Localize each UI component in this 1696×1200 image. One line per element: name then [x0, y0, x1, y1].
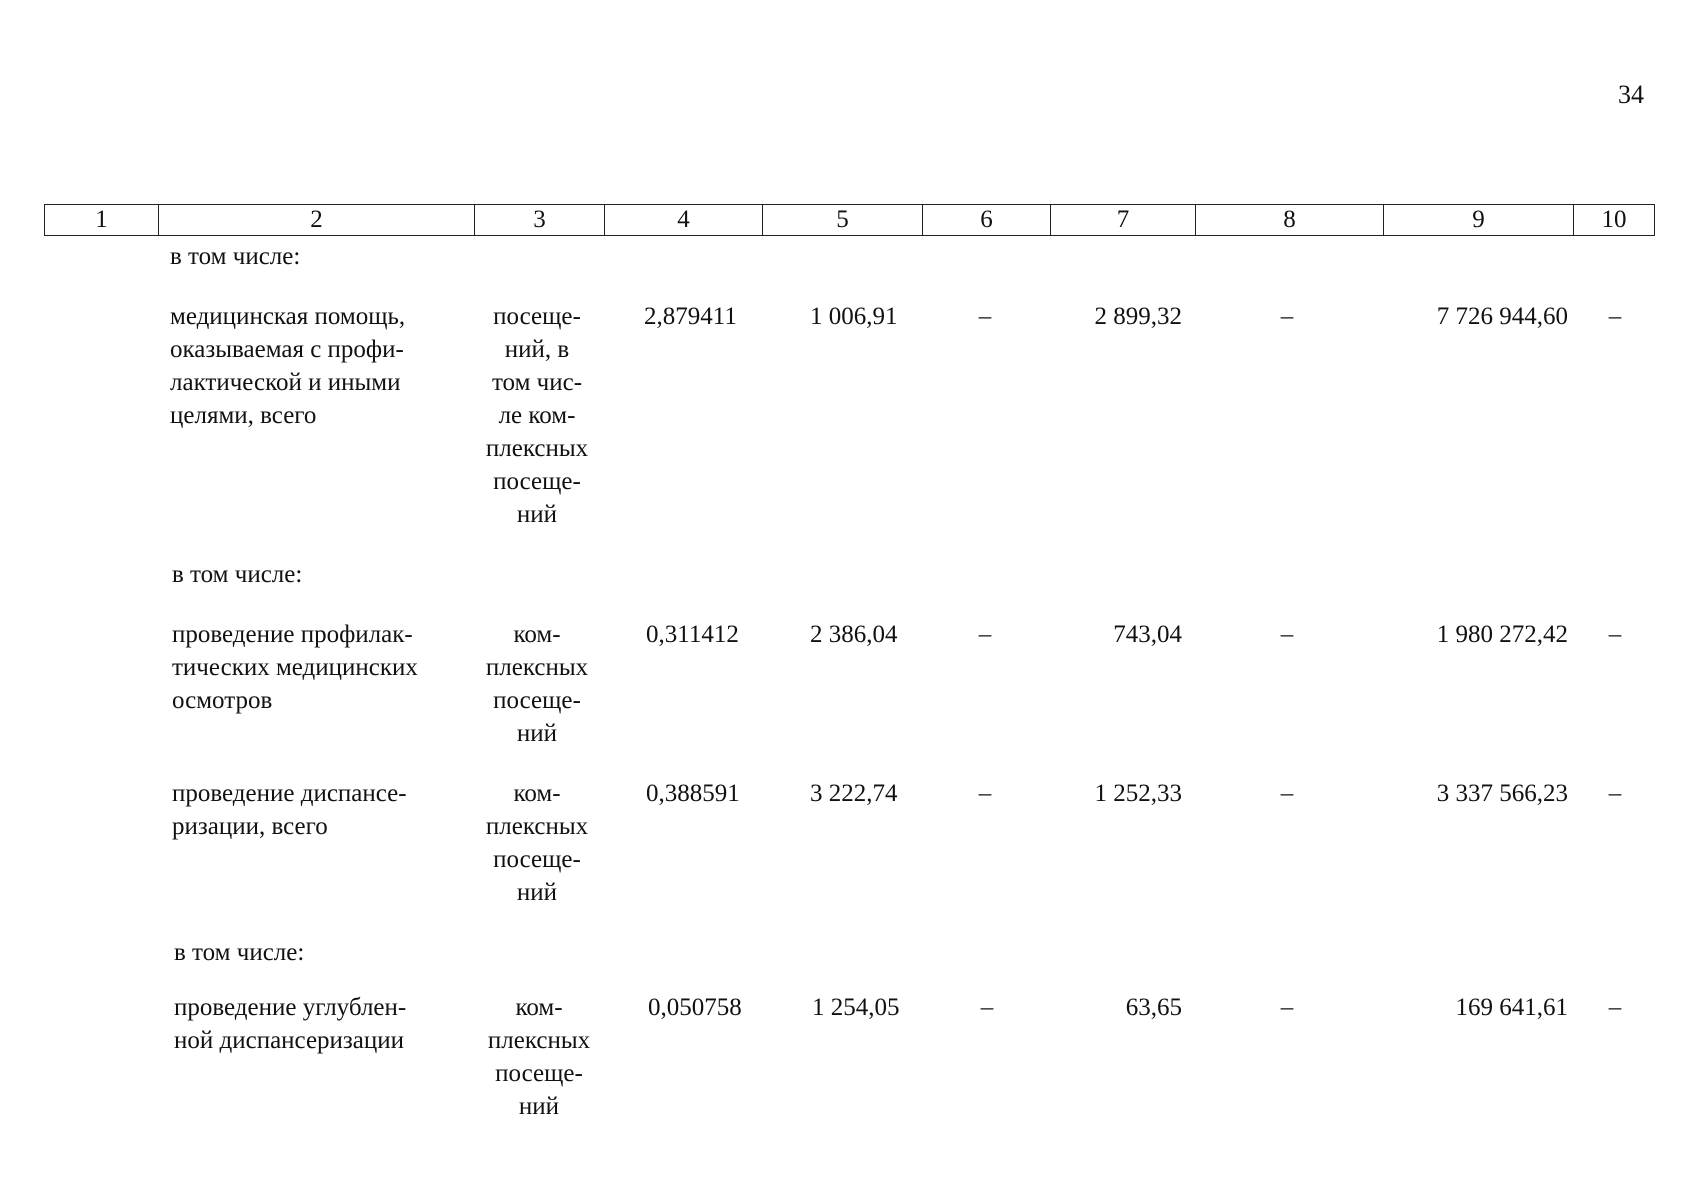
row-unit: ком- плексных посеще- ний — [485, 621, 589, 747]
row-col5: 2 386,04 — [810, 621, 898, 648]
row-name: проведение профилак- тических медицинских осмотров — [172, 621, 418, 714]
row-col6: – — [978, 303, 992, 330]
row-col9: 1 980 272,42 — [1436, 621, 1568, 648]
column-header-5: 5 — [763, 205, 923, 236]
column-header-6: 6 — [923, 205, 1051, 236]
row-name: медицинская помощь, оказываемая с профи- лактической и иными целями, всего — [170, 303, 406, 429]
subheading: в том числе: — [172, 561, 303, 588]
column-header-7: 7 — [1051, 205, 1196, 236]
row-col7: 63,65 — [1125, 994, 1182, 1021]
row-col8: – — [1280, 303, 1294, 330]
row-col6: – — [980, 994, 994, 1021]
row-col8: – — [1280, 994, 1294, 1021]
row-unit: ком- плексных посеще- ний — [485, 780, 589, 906]
row-col8: – — [1280, 780, 1294, 807]
row-col5: 3 222,74 — [810, 780, 898, 807]
row-col10: – — [1608, 780, 1622, 807]
row-unit: ком- плексных посеще- ний — [487, 994, 591, 1120]
row-unit: посеще- ний, в том чис- ле ком- плексных посеще- ний — [485, 303, 589, 528]
row-col5: 1 006,91 — [810, 303, 898, 330]
column-header-10: 10 — [1574, 205, 1655, 236]
row-col9: 3 337 566,23 — [1436, 780, 1568, 807]
row-col10: – — [1608, 994, 1622, 1021]
row-col7: 743,04 — [1113, 621, 1182, 648]
row-name: проведение диспансе- ризации, всего — [172, 780, 407, 840]
column-header-9: 9 — [1384, 205, 1574, 236]
column-number-header — [44, 204, 1655, 236]
subheading: в том числе: — [174, 939, 305, 966]
row-col4: 2,879411 — [644, 303, 737, 330]
page-number: 34 — [1618, 80, 1644, 109]
row-name: проведение углублен- ной диспансеризации — [174, 994, 407, 1054]
row-col7: 2 899,32 — [1094, 303, 1182, 330]
row-col4: 0,311412 — [646, 621, 739, 648]
column-header-2: 2 — [159, 205, 475, 236]
column-header-8: 8 — [1196, 205, 1384, 236]
column-header-4: 4 — [605, 205, 763, 236]
column-header-3: 3 — [475, 205, 605, 236]
row-col5: 1 254,05 — [812, 994, 900, 1021]
row-col8: – — [1280, 621, 1294, 648]
row-col10: – — [1608, 303, 1622, 330]
subheading: в том числе: — [170, 243, 301, 270]
row-col4: 0,050758 — [648, 994, 742, 1021]
row-col6: – — [978, 780, 992, 807]
row-col6: – — [978, 621, 992, 648]
row-col7: 1 252,33 — [1094, 780, 1182, 807]
column-header-1: 1 — [45, 205, 159, 236]
row-col10: – — [1608, 621, 1622, 648]
row-col9: 169 641,61 — [1455, 994, 1568, 1021]
row-col9: 7 726 944,60 — [1436, 303, 1568, 330]
row-col4: 0,388591 — [646, 780, 740, 807]
